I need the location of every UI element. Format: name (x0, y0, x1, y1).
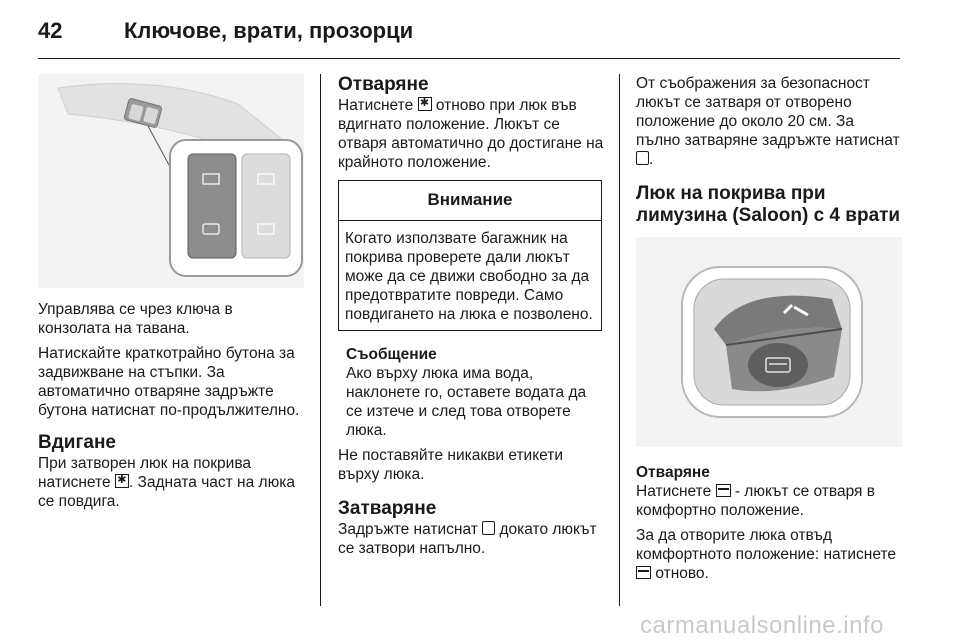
tilt-button-icon (115, 474, 129, 488)
close-paragraph (338, 520, 604, 558)
stepwise-paragraph: Натискайте краткотрайно бутона за задвижване на стъпки. За автоматично отваряне задръжте бутона натиснат по-продължително. (38, 345, 300, 419)
open-window-icon (716, 484, 731, 497)
raise-text-before: При затворен люк на покрива натиснете (38, 455, 251, 491)
safety-text-after: . (649, 151, 654, 168)
open-window-icon (636, 566, 651, 579)
safety-text-before: От съображения за безопасност люкът се затваря от отворено положение до около 20 см. За пълно затваряне задръжте натиснат (636, 75, 900, 149)
saloon-switch-figure (636, 237, 902, 447)
saloon-sunroof-switch-illustration (636, 237, 902, 447)
comfort-text-after: отново. (655, 565, 709, 582)
heading-open: Отваряне (338, 74, 429, 95)
close-text-before: Задръжте натиснат (338, 521, 478, 538)
heading-saloon: Люк на покрива при лимузина (Saloon) с 4 врати (636, 183, 901, 226)
column-divider-1 (320, 74, 321, 606)
warning-box (338, 180, 602, 331)
warning-text: Когато използвате багажник на покрива проверете дали люкът може да се движи свободно за да предотвратите повреди. Само повдигането на люка е позволено. (345, 230, 593, 323)
comfort-paragraph (636, 526, 902, 583)
page-title: Ключове, врати, прозорци (124, 18, 414, 43)
raise-text-after: . Задната част на люка се повдига. (38, 474, 295, 510)
open-saloon-paragraph (636, 482, 902, 520)
roof-console-switch-illustration (38, 74, 304, 288)
comfort-text-before: За да отворите люка отвъд комфортното положение: натиснете (636, 527, 897, 563)
page-header (38, 14, 920, 54)
open-text-before: Натиснете (338, 97, 414, 114)
safety-paragraph (636, 74, 902, 169)
open-text-after: отново при люк във вдигнато положение. Люкът се отваря автоматично до достигане на крайното положение. (338, 97, 604, 171)
heading-close: Затваряне (338, 498, 437, 519)
heading-open-saloon: Отваряне (636, 464, 710, 481)
column-2 (338, 74, 604, 564)
page-number: 42 (38, 18, 63, 43)
message-text: Ако върху люка има вода, наклонете го, оставете водата да се изтече и след това отворете люка. (346, 365, 587, 439)
tilt-button-icon (418, 97, 432, 111)
roof-console-figure (38, 74, 304, 288)
close-text-after: докато люкът се затвори напълно. (338, 521, 597, 557)
labels-paragraph: Не поставяйте никакви етикети върху люка. (338, 447, 564, 483)
message-title: Съобщение (346, 346, 437, 363)
message-box (338, 345, 604, 440)
column-divider-2 (619, 74, 620, 606)
close-button-icon (636, 151, 649, 165)
column-3 (636, 74, 902, 589)
column-1 (38, 74, 304, 517)
open-saloon-text-before: Натиснете (636, 483, 712, 500)
header-divider (38, 58, 900, 59)
close-button-icon (482, 521, 495, 535)
caption-paragraph: Управлява се чрез ключа в конзолата на тавана. (38, 301, 233, 337)
heading-raise: Вдигане (38, 432, 116, 453)
watermark: carmanualsonline.info (640, 612, 884, 639)
raise-paragraph (38, 454, 304, 511)
open-saloon-text-after: - люкът се отваря в комфортно положение. (636, 483, 875, 519)
warning-title: Внимание (339, 181, 601, 221)
open-paragraph (338, 96, 604, 172)
